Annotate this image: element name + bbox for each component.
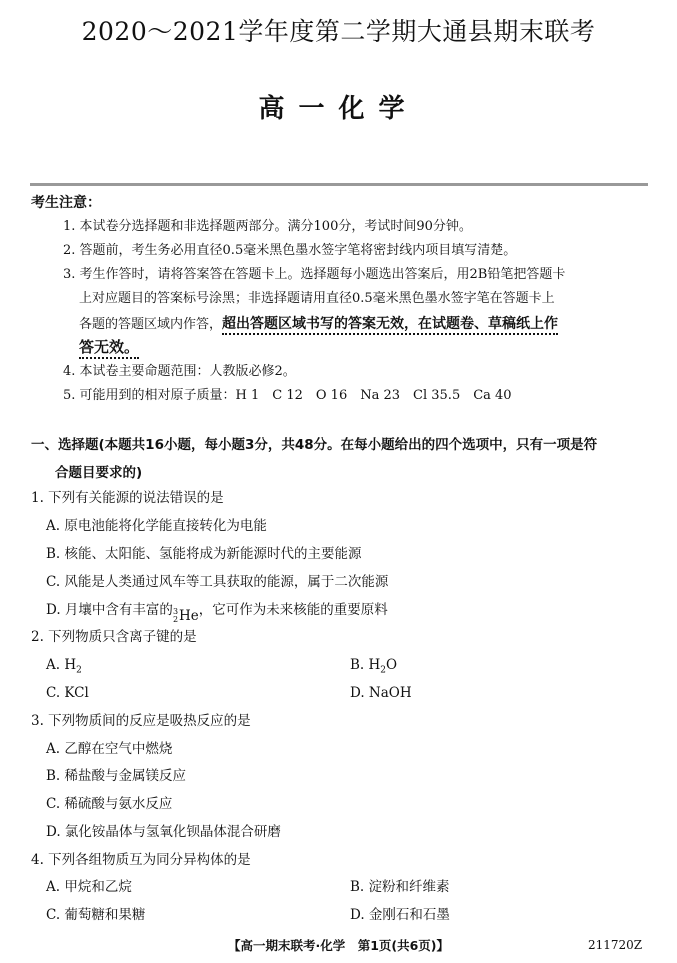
question-4-stem: 4. 下列各组物质互为同分异构体的是: [31, 852, 251, 868]
subject-title: 高一化学: [258, 94, 419, 124]
question-1-stem: 1. 下列有关能源的说法错误的是: [31, 490, 224, 506]
isotope-mass-number: 3: [172, 607, 179, 616]
page-title: 2020～2021学年度第二学期大通县期末联考: [81, 17, 596, 46]
subscript: 2: [76, 665, 82, 676]
question-2-option-a: [46, 656, 82, 680]
question-3-stem: 3. 下列物质间的反应是吸热反应的是: [31, 713, 251, 729]
question-1-option-d: [46, 601, 388, 625]
question-2-option-d: D. NaOH: [350, 685, 412, 701]
question-1-option-d-prefix: D. 月壤中含有丰富的: [46, 602, 173, 618]
notice-item-3-bold-text: 超出答题区域书写的答案无效，在试题卷、草稿纸上作: [222, 316, 558, 335]
notice-item-5: 5. 可能用到的相对原子质量：H 1 C 12 O 16 Na 23 Cl 35.5 Ca 40: [63, 388, 512, 403]
question-4-option-d: D. 金刚石和石墨: [350, 907, 450, 923]
question-1-option-c: C. 风能是人类通过风车等工具获取的能源，属于二次能源: [46, 574, 389, 590]
question-2-option-b: [350, 656, 397, 680]
divider: [30, 183, 648, 186]
paper-code: 211720Z: [588, 938, 643, 952]
section-heading-line-1: 一、选择题(本题共16小题，每小题3分，共48分。在每小题给出的四个选项中，只有一项是符: [31, 437, 598, 453]
notice-item-3-normal-text: 各题的答题区域内作答，: [79, 317, 223, 332]
notice-heading: 考生注意：: [31, 195, 101, 211]
notice-item-2: 2. 答题前，考生务必用直径0.5毫米黑色墨水签字笔将密封线内项目填写清楚。: [63, 243, 517, 258]
question-3-option-c: C. 稀硫酸与氨水反应: [46, 796, 173, 812]
question-2-stem: 2. 下列物质只含离子键的是: [31, 629, 197, 645]
option-text: A. H: [46, 657, 77, 673]
question-1-option-d-suffix: ，它可作为未来核能的重要原料: [198, 602, 388, 618]
question-4-option-a: A. 甲烷和乙烷: [46, 879, 132, 895]
notice-item-4: 4. 本试卷主要命题范围：人教版必修2。: [63, 364, 296, 379]
question-4-option-b: B. 淀粉和纤维素: [350, 879, 450, 895]
helium-isotope: [173, 607, 199, 625]
section-heading-line-2: 合题目要求的): [55, 465, 143, 481]
notice-item-3-line-1: 3. 考生作答时，请将答案答在答题卡上。选择题每小题选出答案后，用2B铅笔把答题卡: [63, 267, 566, 282]
notice-item-3-line-3: [79, 315, 558, 334]
option-text-tail: O: [386, 657, 398, 673]
question-1-option-b: B. 核能、太阳能、氢能将成为新能源时代的主要能源: [46, 546, 362, 562]
question-4-option-c: C. 葡萄糖和果糖: [46, 907, 146, 923]
isotope-atomic-number: 2: [172, 615, 179, 624]
isotope-symbol: He: [179, 608, 199, 624]
notice-item-3-line-2: 上对应题目的答案标号涂黑；非选择题请用直径0.5毫米黑色墨水签字笔在答题卡上: [79, 291, 555, 306]
notice-item-3-line-4: [79, 337, 139, 357]
question-3-option-a: A. 乙醇在空气中燃烧: [46, 741, 173, 757]
option-text: B. H: [350, 657, 381, 673]
question-1-option-a: A. 原电池能将化学能直接转化为电能: [46, 518, 267, 534]
page-footer: 【高一期末联考·化学 第1页(共6页)】: [227, 938, 450, 953]
notice-item-1: 1. 本试卷分选择题和非选择题两部分。满分100分，考试时间90分钟。: [63, 219, 472, 234]
question-2-option-c: C. KCl: [46, 685, 89, 701]
subscript: 2: [380, 665, 387, 676]
question-3-option-d: D. 氯化铵晶体与氢氧化钡晶体混合研磨: [46, 824, 281, 840]
question-3-option-b: B. 稀盐酸与金属镁反应: [46, 768, 187, 784]
notice-item-3-bold-end: 答无效。: [79, 338, 139, 359]
